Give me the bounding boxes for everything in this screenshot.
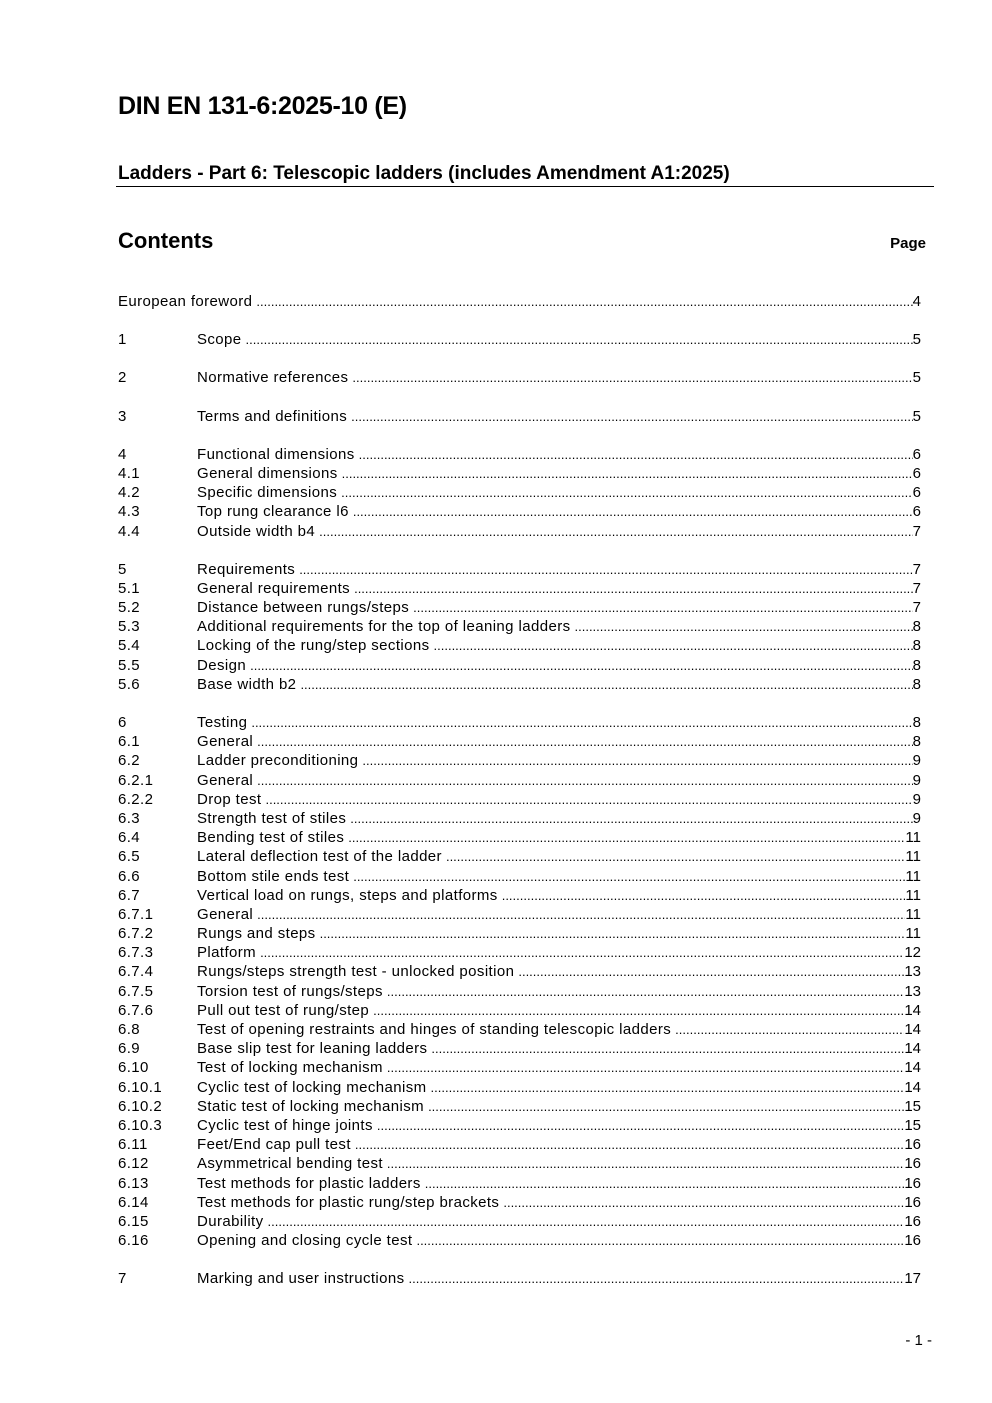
toc-dot-leader (341, 483, 912, 502)
toc-entry-page: 11 (905, 829, 921, 847)
toc-entry-number: 6 (118, 714, 127, 731)
toc-entry-title: Additional requirements for the top of leaning ladders (197, 618, 571, 636)
toc-entry[interactable] (118, 1097, 921, 1116)
toc-dot-leader (503, 1193, 904, 1212)
toc-entry-number: 2 (118, 369, 127, 387)
toc-entry[interactable] (118, 560, 921, 579)
toc-entry-title: Bending test of stiles (197, 829, 345, 847)
toc-dot-leader (251, 713, 912, 732)
toc-dot-leader (575, 617, 913, 636)
toc-entry-title: Pull out test of rung/step (197, 1001, 370, 1019)
toc-entry-page: 11 (905, 925, 921, 943)
toc-entry[interactable] (118, 1001, 921, 1020)
toc-entry-title: Top rung clearance l6 (197, 503, 349, 521)
toc-entry-number: 6.7.6 (118, 1001, 154, 1019)
toc-entry-number: 5.5 (118, 656, 141, 674)
page-column-label: Page (890, 235, 926, 252)
toc-entry[interactable] (118, 1174, 921, 1193)
toc-dot-leader (387, 1154, 904, 1173)
toc-entry-title: Terms and definitions (197, 407, 348, 425)
toc-entry-title: Distance between rungs/steps (197, 599, 410, 617)
toc-entry-title: General (197, 905, 254, 923)
toc-entry-title: Feet/End cap pull test (197, 1136, 351, 1154)
toc-entry-number: 5 (118, 560, 127, 578)
toc-entry[interactable] (118, 809, 921, 828)
toc-entry[interactable] (118, 790, 921, 809)
toc-entry-title: Vertical load on rungs, steps and platforms (197, 886, 498, 904)
toc-entry-number: 7 (118, 1270, 127, 1288)
toc-entry-number: 6.4 (118, 829, 141, 847)
toc-entry-number: 5.6 (118, 675, 141, 693)
toc-entry-page: 11 (905, 886, 921, 904)
toc-dot-leader (265, 790, 912, 809)
toc-entry-title: Marking and user instructions (197, 1270, 405, 1288)
toc-dot-leader (434, 636, 913, 655)
toc-entry-title: Scope (197, 331, 242, 349)
toc-entry-number: 6.1 (118, 733, 141, 751)
toc-entry-page: 5 (912, 369, 921, 387)
toc-entry-number: 6.3 (118, 809, 141, 827)
toc-entry-title: General (197, 771, 254, 789)
toc-entry-page: 8 (912, 733, 921, 751)
toc-entry[interactable] (118, 1078, 921, 1097)
toc-entry-number: 6.16 (118, 1232, 149, 1250)
toc-entry-number: 5.1 (118, 579, 141, 597)
toc-entry-title: Rungs/steps strength test - unlocked position (197, 963, 515, 981)
toc-entry[interactable] (118, 407, 921, 426)
toc-entry-title: European foreword (118, 293, 253, 310)
toc-entry[interactable] (118, 445, 921, 464)
toc-entry-number: 5.2 (118, 599, 141, 617)
toc-entry-page: 7 (912, 522, 921, 540)
toc-entry[interactable] (118, 636, 921, 655)
toc-entry-page: 11 (905, 905, 921, 923)
toc-dot-leader (348, 828, 905, 847)
toc-entry[interactable] (118, 1269, 921, 1288)
toc-dot-leader (416, 1231, 904, 1250)
toc-dot-leader (502, 886, 906, 905)
toc-entry-number: 1 (118, 331, 127, 349)
toc-entry-page: 13 (904, 982, 921, 1000)
toc-entry-number: 6.9 (118, 1040, 141, 1058)
toc-entry[interactable] (118, 771, 921, 790)
toc-entry-number: 4.3 (118, 503, 141, 521)
toc-dot-leader (413, 598, 913, 617)
toc-entry-page: 9 (912, 790, 921, 808)
toc-entry-title: Rungs and steps (197, 925, 316, 943)
toc-entry-number: 6.14 (118, 1193, 149, 1211)
toc-entry-number: 6.7.2 (118, 925, 154, 943)
toc-dot-leader (257, 771, 912, 790)
toc-entry-number: 4.1 (118, 464, 141, 482)
toc-entry-number: 6.8 (118, 1021, 141, 1038)
toc-entry-number: 6.10.3 (118, 1116, 163, 1134)
toc-entry-number: 6.15 (118, 1212, 149, 1230)
toc-dot-leader (359, 445, 913, 464)
toc-dot-leader (352, 368, 912, 387)
toc-entry-number: 6.6 (118, 867, 141, 885)
toc-entry-number: 6.10.2 (118, 1097, 163, 1115)
toc-entry[interactable] (118, 1212, 921, 1231)
toc-entry-title: Test of locking mechanism (197, 1059, 383, 1077)
toc-entry[interactable] (118, 1058, 921, 1077)
toc-entry-title: Test of opening restraints and hinges of standing telescopic ladders (197, 1021, 672, 1038)
toc-entry[interactable] (118, 598, 921, 617)
toc-entry-page: 14 (904, 1001, 921, 1019)
toc-entry-title: Test methods for plastic ladders (197, 1174, 421, 1192)
toc-entry-page: 16 (904, 1155, 921, 1173)
toc-entry-page: 7 (912, 599, 921, 617)
toc-dot-leader (387, 1058, 904, 1077)
toc-entry-page: 16 (904, 1174, 921, 1192)
toc-entry-title: Testing (197, 714, 248, 731)
toc-dot-leader (431, 1039, 904, 1058)
toc-entry-page: 7 (912, 560, 921, 578)
toc-entry[interactable] (118, 943, 921, 962)
toc-entry-page: 8 (912, 618, 921, 636)
toc-entry-title: Drop test (197, 790, 262, 808)
toc-dot-leader (299, 560, 912, 579)
header-divider (116, 186, 934, 187)
toc-entry[interactable] (118, 732, 921, 751)
toc-dot-leader (355, 1135, 904, 1154)
toc-entry-number: 6.2.2 (118, 790, 154, 808)
toc-entry-title: General requirements (197, 579, 351, 597)
toc-entry[interactable] (118, 522, 921, 541)
toc-entry[interactable] (118, 1020, 921, 1039)
toc-dot-leader (257, 732, 912, 751)
toc-dot-leader (353, 867, 905, 886)
toc-entry-page: 6 (912, 464, 921, 482)
toc-entry[interactable] (118, 828, 921, 847)
toc-dot-leader (319, 522, 913, 541)
toc-entry-page: 4 (912, 293, 921, 310)
toc-entry-page: 9 (912, 752, 921, 770)
toc-dot-leader (320, 924, 906, 943)
toc-entry-number: 6.7 (118, 886, 141, 904)
toc-entry-title: Opening and closing cycle test (197, 1232, 413, 1250)
toc-entry[interactable] (118, 751, 921, 770)
toc-entry[interactable] (118, 1193, 921, 1212)
toc-entry[interactable] (118, 1039, 921, 1058)
toc-entry[interactable] (118, 656, 921, 675)
toc-entry-number: 6.7.3 (118, 944, 154, 962)
toc-entry-page: 6 (912, 445, 921, 463)
toc-entry[interactable] (118, 464, 921, 483)
contents-heading: Contents (118, 228, 214, 253)
toc-entry-page: 16 (904, 1232, 921, 1250)
toc-entry-page: 8 (912, 656, 921, 674)
toc-entry[interactable] (118, 579, 921, 598)
toc-dot-leader (350, 809, 912, 828)
toc-entry-page: 14 (904, 1059, 921, 1077)
toc-entry-number: 6.7.1 (118, 905, 154, 923)
toc-entry[interactable] (118, 1154, 921, 1173)
toc-entry[interactable] (118, 1231, 921, 1250)
toc-dot-leader (675, 1020, 904, 1039)
toc-entry[interactable] (118, 924, 921, 943)
toc-entry-page: 15 (904, 1116, 921, 1134)
toc-entry[interactable] (118, 886, 921, 905)
toc-entry-title: Lateral deflection test of the ladder (197, 848, 442, 866)
toc-dot-leader (268, 1212, 905, 1231)
toc-entry[interactable] (118, 483, 921, 502)
toc-entry-title: General (197, 733, 254, 751)
toc-dot-leader (362, 751, 912, 770)
toc-entry-title: Ladder preconditioning (197, 752, 359, 770)
toc-entry-number: 6.12 (118, 1155, 149, 1173)
toc-entry-number: 6.7.4 (118, 963, 154, 981)
toc-entry-page: 16 (904, 1212, 921, 1230)
toc-entry[interactable] (118, 617, 921, 636)
toc-entry[interactable] (118, 713, 921, 732)
toc-entry-page: 15 (904, 1097, 921, 1115)
toc-entry-page: 14 (904, 1040, 921, 1058)
toc-entry-title: Locking of the rung/step sections (197, 637, 430, 655)
toc-entry-title: Asymmetrical bending test (197, 1155, 383, 1173)
toc-entry-number: 6.2.1 (118, 771, 154, 789)
toc-entry-title: Static test of locking mechanism (197, 1097, 425, 1115)
toc-entry-title: Cyclic test of locking mechanism (197, 1078, 427, 1096)
toc-entry-number: 6.10.1 (118, 1078, 163, 1096)
toc-entry-title: Strength test of stiles (197, 809, 347, 827)
toc-entry-page: 6 (912, 503, 921, 521)
toc-entry-title: Torsion test of rungs/steps (197, 982, 383, 1000)
toc-entry-page: 16 (904, 1193, 921, 1211)
toc-entry-title: Test methods for plastic rung/step brackets (197, 1193, 500, 1211)
toc-entry-number: 6.2 (118, 752, 141, 770)
toc-entry-number: 3 (118, 407, 127, 425)
toc-entry-number: 6.11 (118, 1136, 148, 1154)
toc-entry-page: 9 (912, 771, 921, 789)
toc-dot-leader (373, 1001, 904, 1020)
toc-entry-number: 4.2 (118, 484, 141, 502)
toc-entry[interactable] (118, 847, 921, 866)
toc-entry[interactable] (118, 867, 921, 886)
toc-entry-page: 8 (912, 714, 921, 731)
toc-entry[interactable] (118, 330, 921, 349)
toc-entry-page: 11 (905, 848, 921, 866)
toc-entry-title: Design (197, 656, 247, 674)
toc-entry[interactable] (118, 675, 921, 694)
toc-entry-page: 5 (912, 407, 921, 425)
toc-entry-title: Base width b2 (197, 675, 297, 693)
toc-entry-number: 6.10 (118, 1059, 149, 1077)
toc-entry-title: Requirements (197, 560, 296, 578)
toc-entry-page: 5 (912, 331, 921, 349)
toc-entry-title: Bottom stile ends test (197, 867, 350, 885)
toc-entry-number: 5.3 (118, 618, 141, 636)
toc-entry[interactable] (118, 1116, 921, 1135)
toc-entry-number: 4.4 (118, 522, 141, 540)
footer-page-number: - 1 - (905, 1332, 932, 1349)
toc-dot-leader (300, 675, 912, 694)
toc-dot-leader (351, 407, 913, 426)
toc-entry-page: 8 (912, 675, 921, 693)
toc-dot-leader (353, 502, 913, 521)
table-of-contents (118, 292, 921, 1288)
toc-dot-leader (342, 464, 913, 483)
toc-dot-leader (387, 982, 904, 1001)
toc-entry-title: Normative references (197, 369, 349, 387)
toc-entry-page: 7 (912, 579, 921, 597)
toc-entry[interactable] (118, 292, 921, 311)
toc-dot-leader (446, 847, 905, 866)
toc-entry-page: 8 (912, 637, 921, 655)
toc-dot-leader (409, 1269, 905, 1288)
toc-dot-leader (256, 292, 912, 311)
toc-entry-title: Functional dimensions (197, 445, 355, 463)
toc-entry-page: 13 (904, 963, 921, 981)
document-subtitle: Ladders - Part 6: Telescopic ladders (includes Amendment A1:2025) (118, 163, 730, 184)
toc-entry-page: 14 (904, 1021, 921, 1038)
toc-dot-leader (257, 905, 905, 924)
toc-entry-page: 9 (912, 809, 921, 827)
toc-entry[interactable] (118, 982, 921, 1001)
toc-dot-leader (354, 579, 913, 598)
toc-entry[interactable] (118, 502, 921, 521)
toc-entry-page: 6 (912, 484, 921, 502)
toc-dot-leader (260, 943, 904, 962)
toc-entry-number: 6.5 (118, 848, 141, 866)
toc-entry-number: 4 (118, 445, 127, 463)
toc-entry-page: 16 (904, 1136, 921, 1154)
toc-entry-title: Base slip test for leaning ladders (197, 1040, 428, 1058)
toc-entry[interactable] (118, 905, 921, 924)
toc-entry-page: 12 (904, 944, 921, 962)
toc-entry[interactable] (118, 962, 921, 981)
toc-dot-leader (431, 1078, 905, 1097)
toc-entry-page: 17 (904, 1270, 921, 1288)
toc-entry-title: Outside width b4 (197, 522, 316, 540)
toc-entry-number: 5.4 (118, 637, 141, 655)
toc-entry-page: 14 (904, 1078, 921, 1096)
toc-entry[interactable] (118, 1135, 921, 1154)
toc-dot-leader (250, 656, 913, 675)
toc-entry-number: 6.13 (118, 1174, 149, 1192)
toc-dot-leader (246, 330, 913, 349)
toc-entry-title: General dimensions (197, 464, 338, 482)
toc-dot-leader (425, 1174, 905, 1193)
toc-entry-title: Durability (197, 1212, 264, 1230)
toc-entry[interactable] (118, 368, 921, 387)
toc-dot-leader (518, 962, 904, 981)
toc-entry-number: 6.7.5 (118, 982, 154, 1000)
document-id: DIN EN 131-6:2025-10 (E) (118, 92, 407, 120)
toc-dot-leader (428, 1097, 904, 1116)
toc-entry-title: Cyclic test of hinge joints (197, 1116, 373, 1134)
toc-entry-title: Specific dimensions (197, 484, 338, 502)
toc-entry-title: Platform (197, 944, 257, 962)
toc-entry-page: 11 (905, 867, 921, 885)
toc-dot-leader (377, 1116, 904, 1135)
